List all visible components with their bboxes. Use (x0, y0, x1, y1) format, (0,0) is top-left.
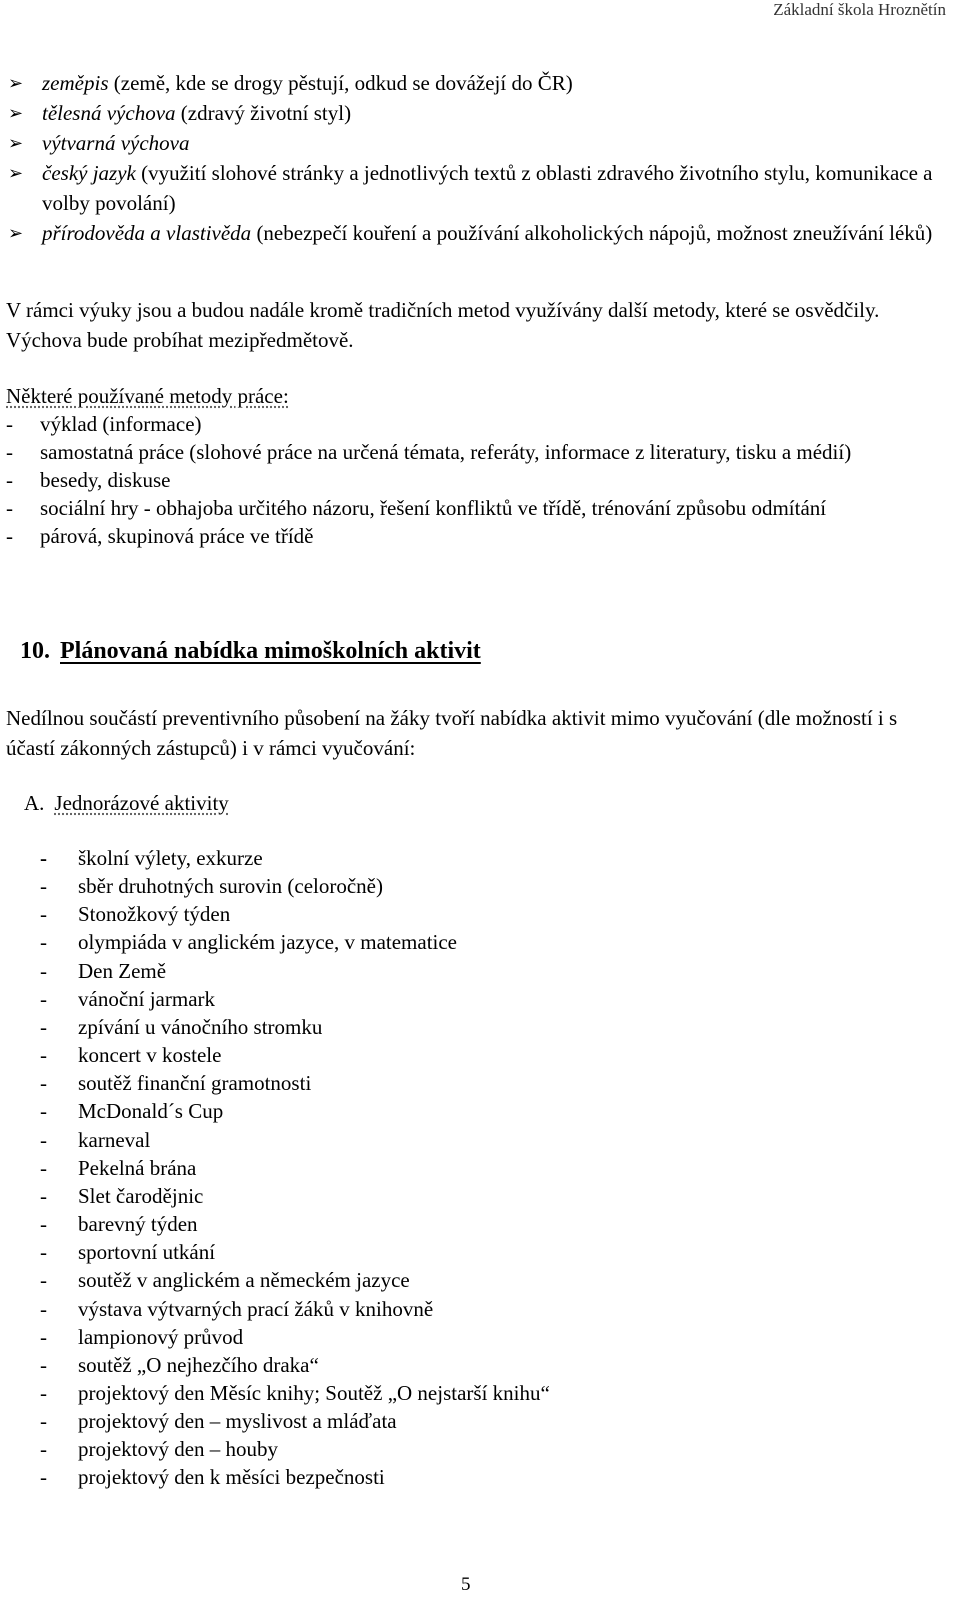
subject-name: český jazyk (42, 161, 136, 185)
subject-bullet (6, 218, 941, 248)
activities-intro-paragraph: Nedílnou součástí preventivního působení na žáky tvoří nabídka aktivit mimo vyučování (dle možností i s účastí zákonných zástupců) i v rámci vyučování: (6, 706, 898, 760)
activity-item (40, 872, 550, 900)
dash-marker: - (40, 1183, 47, 1208)
activity-text: koncert v kostele (78, 1043, 222, 1068)
method-text: samostatná práce (slohové práce na určená témata, referáty, informace z literatury, tisku a médií) (40, 440, 852, 464)
activity-item (40, 985, 550, 1013)
activity-text: projektový den – myslivost a mláďata (78, 1409, 397, 1434)
activity-text: olympiáda v anglickém jazyce, v matematice (78, 930, 458, 955)
dash-marker: - (40, 930, 47, 955)
dash-marker: - (6, 524, 13, 548)
activity-text: Pekelná brána (78, 1155, 197, 1180)
dash-marker: - (40, 958, 47, 983)
activity-item (40, 1210, 550, 1238)
activity-text: projektový den – houby (78, 1437, 279, 1462)
dash-marker: - (6, 468, 13, 492)
activity-item (40, 1379, 550, 1407)
method-text: párová, skupinová práce ve třídě (40, 524, 314, 548)
section-title (20, 636, 481, 666)
activity-item (40, 1295, 550, 1323)
dash-marker: - (40, 1099, 47, 1124)
dash-marker: - (40, 1155, 47, 1180)
activity-text: projektový den k měsíci bezpečnosti (78, 1465, 385, 1490)
activity-text: Slet čarodějnic (78, 1183, 204, 1208)
subsection-heading (24, 788, 229, 818)
method-text: výklad (informace) (40, 412, 202, 436)
subject-name: tělesná výchova (42, 101, 176, 125)
activity-item (40, 1126, 550, 1154)
activity-item (40, 844, 550, 872)
method-item (6, 410, 941, 438)
section-title-text: Plánovaná nabídka mimoškolních aktivit (60, 638, 481, 664)
activity-text: vánoční jarmark (78, 986, 216, 1011)
activity-text: sportovní utkání (78, 1240, 216, 1265)
dash-marker: - (40, 1240, 47, 1265)
dash-marker: - (40, 846, 47, 870)
activity-text: McDonald´s Cup (78, 1099, 224, 1124)
activity-item (40, 1069, 550, 1097)
activity-text: lampionový průvod (78, 1324, 244, 1349)
subject-bullet (6, 68, 941, 98)
activity-item (40, 928, 550, 956)
activity-item (40, 957, 550, 985)
subsection-title: Jednorázové aktivity (54, 791, 229, 815)
dash-marker: - (40, 1465, 47, 1490)
subject-name: výtvarná výchova (42, 131, 190, 155)
activity-item (40, 1238, 550, 1266)
dash-marker: - (40, 1324, 47, 1349)
activity-text: sběr druhotných surovin (celoročně) (78, 874, 383, 899)
method-item (6, 466, 941, 494)
subject-name: zeměpis (42, 71, 109, 95)
method-item (6, 438, 941, 466)
method-item (6, 494, 941, 522)
page-number: 5 (461, 1574, 471, 1595)
activity-text: soutěž „O nejhezčího draka“ (78, 1352, 319, 1377)
arrow-bullet-icon: ➢ (8, 163, 24, 183)
subject-name: přírodověda a vlastivěda (42, 221, 252, 245)
section-number: 10. (20, 638, 50, 664)
subject-description: (nebezpečí kouření a používání alkoholických nápojů, možnost zneužívání léků) (251, 221, 933, 245)
dash-marker: - (40, 902, 47, 927)
method-item (6, 522, 941, 550)
dash-marker: - (40, 1014, 47, 1039)
dash-marker: - (40, 874, 47, 899)
activities-list (40, 844, 550, 1492)
dash-marker: - (6, 412, 13, 436)
method-text: sociální hry - obhajoba určitého názoru, řešení konfliktů ve třídě, trénování způsobu odmítání (40, 496, 827, 520)
activity-item (40, 1463, 550, 1491)
subject-bullet (6, 128, 941, 158)
dash-marker: - (40, 1409, 47, 1434)
dash-marker: - (40, 1043, 47, 1068)
dash-marker: - (40, 1212, 47, 1237)
dash-marker: - (40, 986, 47, 1011)
activity-item (40, 1266, 550, 1294)
arrow-bullet-icon: ➢ (8, 73, 24, 93)
subject-description: (země, kde se drogy pěstují, odkud se dovážejí do ČR) (108, 71, 573, 95)
activity-text: soutěž finanční gramotnosti (78, 1071, 312, 1096)
activity-item (40, 900, 550, 928)
method-text: besedy, diskuse (40, 468, 171, 492)
activity-text: projektový den Měsíc knihy; Soutěž „O nejstarší knihu“ (78, 1380, 550, 1405)
activity-item (40, 1097, 550, 1125)
activity-item (40, 1435, 550, 1463)
methods-heading: Některé používané metody práce: (6, 384, 289, 408)
methods-intro-paragraph: V rámci výuky jsou a budou nadále kromě tradičních metod využívány další metody, které se osvědčily. Výchova bude probíhat mezipředmětově. (6, 298, 880, 352)
dash-marker: - (40, 1296, 47, 1321)
activity-item (40, 1323, 550, 1351)
subject-bullet (6, 158, 941, 218)
activity-item (40, 1013, 550, 1041)
dash-marker: - (40, 1437, 47, 1462)
activity-item (40, 1182, 550, 1210)
dash-marker: - (40, 1268, 47, 1293)
activity-item (40, 1351, 550, 1379)
dash-marker: - (40, 1380, 47, 1405)
arrow-bullet-icon: ➢ (8, 103, 24, 123)
activity-text: školní výlety, exkurze (78, 846, 263, 870)
arrow-bullet-icon: ➢ (8, 133, 24, 153)
dash-marker: - (6, 496, 13, 520)
activity-item (40, 1154, 550, 1182)
subject-bullet-list (6, 68, 941, 248)
methods-list (6, 410, 941, 550)
subject-bullet (6, 98, 941, 128)
dash-marker: - (40, 1071, 47, 1096)
page-header: Základní škola Hroznětín (773, 0, 946, 19)
activity-text: zpívání u vánočního stromku (78, 1014, 323, 1039)
activity-text: výstava výtvarných prací žáků v knihovně (78, 1296, 434, 1321)
activity-text: karneval (78, 1127, 151, 1152)
arrow-bullet-icon: ➢ (8, 223, 24, 243)
subject-description: (zdravý životní styl) (175, 101, 352, 125)
subsection-letter: A. (24, 791, 45, 815)
subject-description: (využití slohové stránky a jednotlivých textů z oblasti zdravého životního stylu, komunikace a volby povolání) (42, 161, 933, 215)
activity-item (40, 1407, 550, 1435)
activity-text: Den Země (78, 958, 167, 983)
activity-text: soutěž v anglickém a německém jazyce (78, 1268, 410, 1293)
dash-marker: - (40, 1352, 47, 1377)
activity-text: barevný týden (78, 1212, 198, 1237)
dash-marker: - (40, 1127, 47, 1152)
activity-item (40, 1041, 550, 1069)
activity-text: Stonožkový týden (78, 902, 231, 927)
dash-marker: - (6, 440, 13, 464)
